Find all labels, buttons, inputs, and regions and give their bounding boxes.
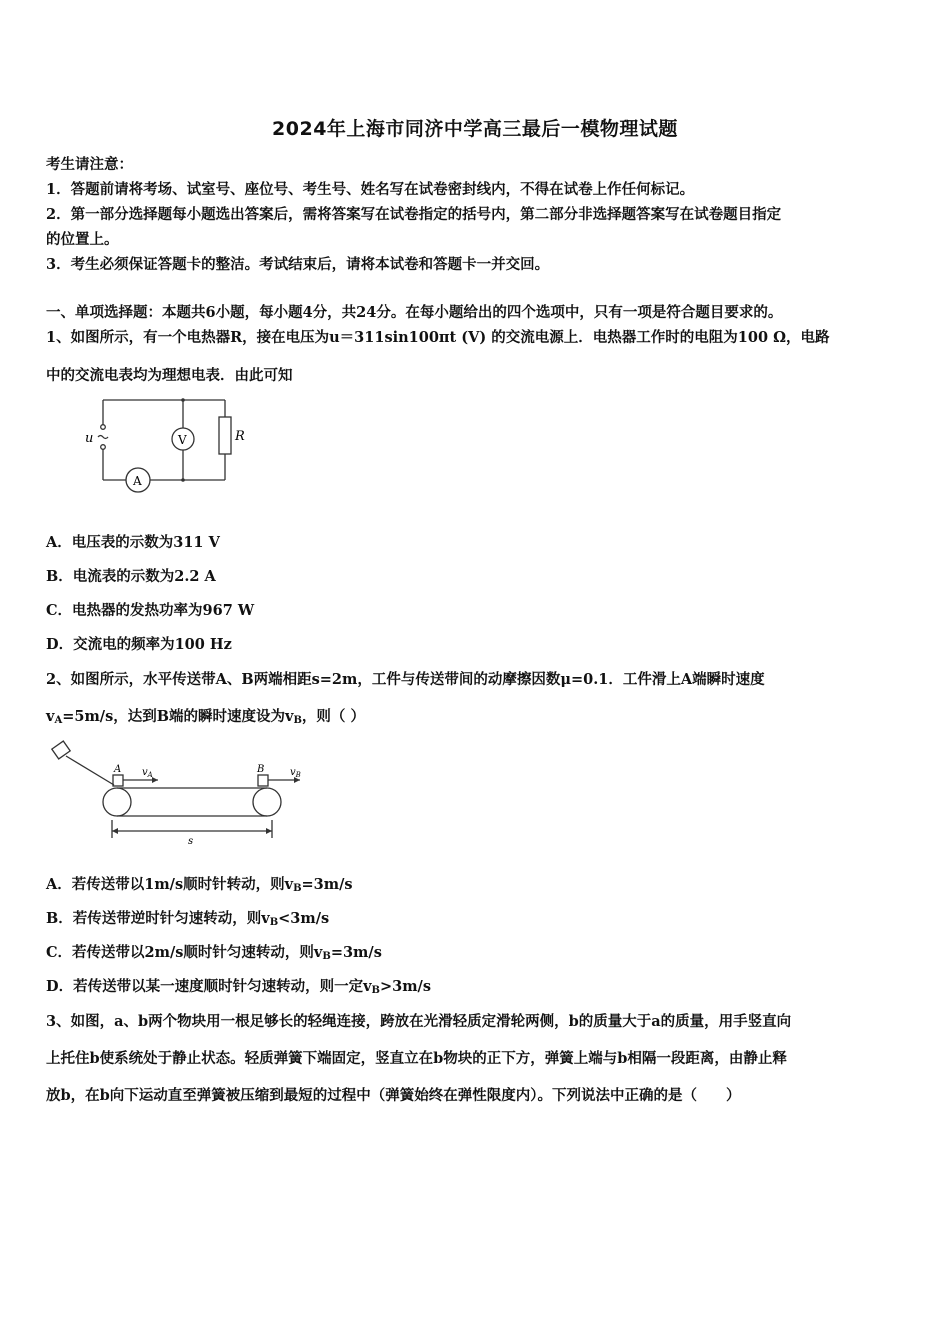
q1-voltmeter-label: V (178, 433, 187, 447)
page-title: 2024年上海市同济中学高三最后一模物理试题 (272, 118, 678, 140)
q2-text-line2: $v_A=5m/s$，达到B端的瞬时速度设为$v_B$，则（ ） (46, 708, 365, 726)
q1-option-c: C．电热器的发热功率为967 W (46, 602, 255, 619)
notice-item-1: 1．答题前请将考场、试室号、座位号、考生号、姓名写在试卷密封线内，不得在试卷上作任何标记。 (46, 181, 695, 198)
q1-option-b: B．电流表的示数为2.2 A (46, 568, 216, 585)
q2-option-a: A．若传送带以1m/s顺时针转动，则$v_B=3m/s$ (46, 876, 353, 894)
q2-option-c: C．若传送带以2m/s顺时针匀速转动，则$v_B=3m/s$ (46, 944, 382, 962)
q1-option-d: D．交流电的频率为100 Hz (46, 636, 232, 653)
q2-label-b: B (257, 764, 265, 775)
q1-text-line1: 1、如图所示，有一个电热器R，接在电压为u＝311sin100πt (V) 的交流电源上．电热器工作时的电阻为100 Ω，电路 (46, 329, 830, 346)
notice-item-2-cont: 的位置上。 (46, 231, 119, 248)
q1-text-line2: 中的交流电表均为理想电表．由此可知 (46, 367, 293, 384)
q1-option-a: A．电压表的示数为311 V (46, 534, 220, 551)
q2-option-b: B．若传送带逆时针匀速转动，则$v_B<3m/s$ (46, 910, 330, 928)
q2-label-va: $v_A$ (142, 767, 153, 779)
q2-label-vb: $v_B$ (290, 767, 301, 779)
notice-item-3: 3．考生必须保证答题卡的整洁。考试结束后，请将本试卷和答题卡一并交回。 (46, 256, 550, 273)
notice-item-2: 2．第一部分选择题每小题选出答案后，需将答案写在试卷指定的括号内，第二部分非选择题答案写在试卷题目指定 (46, 206, 782, 223)
q2-option-d: D．若传送带以某一速度顺时针匀速转动，则一定$v_B>3m/s$ (46, 978, 431, 996)
section1-heading: 一、单项选择题：本题共6小题，每小题4分，共24分。在每小题给出的四个选项中，只有一项是符合题目要求的。 (46, 304, 783, 321)
q3-text-line1: 3、如图，a、b两个物块用一根足够长的轻绳连接，跨放在光滑轻质定滑轮两侧，b的质量大于a的质量，用手竖直向 (46, 1013, 792, 1030)
notice-heading: 考生请注意： (46, 156, 133, 173)
q2-label-a: A (114, 764, 122, 775)
q2-label-s: s (188, 836, 194, 847)
q1-source-label: u (85, 431, 94, 446)
q1-resistor-label: R (235, 429, 245, 444)
q2-conveyor-figure (50, 738, 310, 850)
q3-text-line2: 上托住b使系统处于静止状态。轻质弹簧下端固定，竖直立在b物块的正下方，弹簧上端与b相隔一段距离，由静止释 (46, 1050, 787, 1067)
q3-text-line3: 放b，在b向下运动直至弹簧被压缩到最短的过程中（弹簧始终在弹性限度内）。下列说法中正确的是（ ） (46, 1087, 741, 1104)
q1-circuit-figure (80, 392, 250, 497)
q2-text-line1: 2、如图所示，水平传送带A、B两端相距s=2m，工件与传送带间的动摩擦因数μ=0.1．工件滑上A端瞬时速度 (46, 671, 765, 688)
q1-ammeter-label: A (133, 474, 142, 488)
